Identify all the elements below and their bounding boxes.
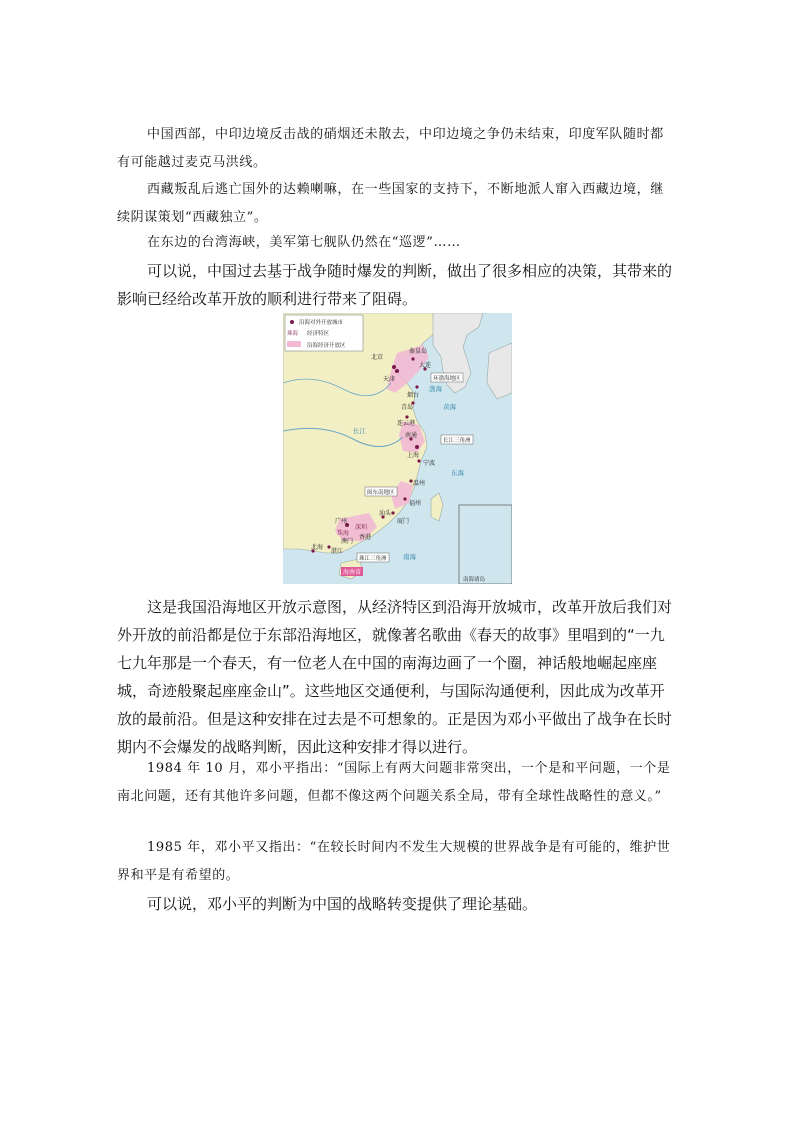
city-dot-icon (403, 497, 406, 500)
quote-1984: 1984 年 10 月，邓小平指出：“国际上有两大问题非常突出，一个是和平问题，一个是南北问题，还有其他许多问题，但都不像这两个问题关系全局，带有全球性战略性的意义。” (117, 761, 671, 804)
city-zhanjiang: 湛江 (331, 548, 344, 555)
legend-open-zone: 沿海经济开放区 (307, 343, 346, 349)
city-beijing: 北京 (371, 354, 384, 361)
city-wenzhou: 温州 (413, 480, 426, 487)
paragraph-strategic-judgment: 可以说，中国过去基于战争随时爆发的判断，做出了很多相应的决策，其带来的影响已经给改革开放的顺利进行带来了阻碍。 (117, 262, 673, 308)
quote-taiwan-strait: 在东边的台湾海峡，美军第七舰队仍然在“巡逻”…… (147, 235, 461, 250)
city-dot-icon (405, 415, 408, 418)
city-dot-icon (395, 369, 399, 373)
city-nantong: 南通 (405, 432, 418, 439)
region-south-sea-islands: 南海诸岛 (463, 577, 486, 583)
city-qinhuangdao: 秦皇岛 (409, 348, 428, 355)
city-xianggang: 香港 (359, 534, 372, 541)
city-tianjin: 天津 (383, 376, 396, 383)
legend-sez: 经济特区 (307, 331, 330, 337)
river-label: 长江 (353, 427, 366, 435)
city-xiamen: 厦门 (397, 518, 410, 525)
sea-donghai: 东海 (451, 469, 464, 477)
paragraph-map-explanation: 这是我国沿海地区开放示意图，从经济特区到沿海开放城市，改革开放后我们对外开放的前沿都是位于东部沿海地区，就像著名歌曲《春天的故事》里唱到的“一九七九年那是一个春天，有一位老人在中国的南海边画了一个圈，神话般地崛起座座城，奇迹般聚起座座金山”。这些地区交通便利，与国际沟通便利，因此成为改革开放的最前沿。但是这种安排在过去是不可想象的。正是因为邓小平做出了战争在长时期内不会爆发的战略判断，因此这种安排才得以进行。 (117, 598, 673, 756)
region-yangtze: 长江三角洲 (443, 438, 471, 444)
legend-zone-swatch (287, 341, 301, 347)
paragraph-conclusion: 可以说，邓小平的判断为中国的战略转变提供了理论基础。 (147, 895, 538, 913)
city-dot-icon (391, 511, 394, 514)
city-hainan: 海南省 (343, 569, 362, 576)
city-fuzhou: 福州 (409, 500, 422, 507)
city-dot-icon (417, 459, 420, 462)
region-bohai: 环渤海地区 (433, 376, 461, 382)
city-zhuhai: 珠海 (337, 530, 350, 537)
legend-dot-icon (290, 320, 294, 324)
city-shenzhen: 深圳 (355, 524, 368, 531)
city-aomen: 澳门 (341, 538, 354, 545)
coastal-opening-map (283, 313, 512, 584)
city-lianyungang: 连云港 (397, 420, 416, 427)
region-pearl: 珠江三角洲 (359, 556, 387, 562)
sea-bohai: 渤海 (429, 385, 442, 393)
legend-sez-key: 珠海 (287, 331, 299, 337)
city-dot-icon (415, 445, 419, 449)
quote-1985: 1985 年，邓小平又指出：“在较长时间内不发生大规模的世界战争是有可能的，维护世界和平是有希望的。 (117, 840, 671, 883)
city-yantai: 烟台 (407, 392, 420, 399)
city-ningbo: 宁波 (423, 460, 436, 467)
legend-open-city: 沿海对外开放城市 (299, 320, 344, 326)
quote-tibet: 西藏叛乱后逃亡国外的达赖喇嘛，在一些国家的支持下，不断地派人窜入西藏边境，继续阴谋策划“西藏独立”。 (117, 182, 664, 225)
region-minnan: 闽东南地区 (367, 490, 395, 496)
city-dalian: 大连 (419, 362, 432, 369)
city-shantou: 汕头 (379, 510, 392, 517)
city-shanghai: 上海 (407, 452, 420, 459)
south-sea-inset (459, 505, 512, 584)
city-beihai: 北海 (311, 544, 324, 551)
city-dot-icon (411, 357, 414, 360)
sea-huanghai: 黄海 (443, 403, 456, 411)
city-qingdao: 青岛 (401, 404, 414, 411)
city-dot-icon (415, 385, 418, 388)
sea-nanhai: 南海 (403, 553, 416, 561)
city-dot-icon (392, 365, 396, 369)
city-guangzhou: 广州 (335, 518, 348, 525)
quote-western-border: 中国西部，中印边境反击战的硝烟还未散去，中印边境之争仍未结束，印度军队随时都有可能越过麦克马洪线。 (117, 127, 664, 170)
